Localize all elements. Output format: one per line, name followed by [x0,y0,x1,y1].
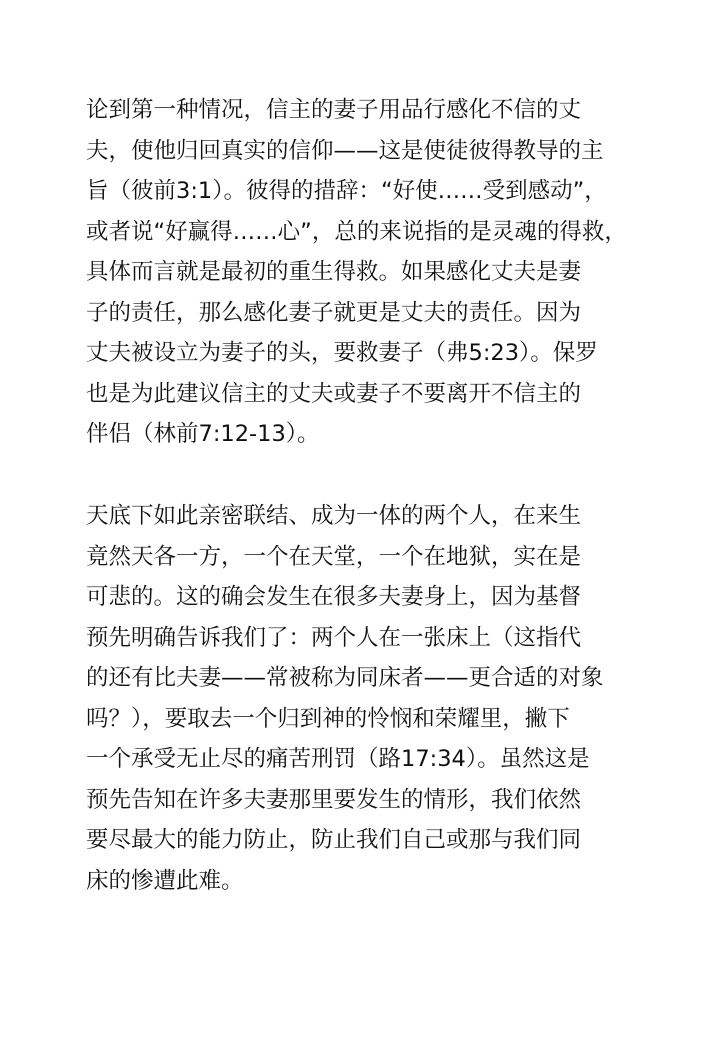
text-line: 吗？），要取去一个归到神的怜悯和荣耀里，撇下 [86,705,570,732]
text-line: 或者说“好赢得……心”，总的来说指的是灵魂的得救， [86,218,627,245]
text-line: 预先告知在许多夫妻那里要发生的情形，我们依然 [86,786,582,813]
text-line: 竟然天各一方，一个在天堂，一个在地狱，实在是 [86,543,582,570]
paragraph-1 [86,90,646,455]
text-line: 伴侣（林前7:12-13）。 [86,421,320,447]
text-line: 也是为此建议信主的丈夫或妻子不要离开不信主的 [86,380,582,407]
paragraph-2 [86,496,646,901]
text-line: 子的责任，那么感化妻子就更是丈夫的责任。因为 [86,299,582,326]
text-line: 论到第一种情况，信主的妻子用品行感化不信的丈 [86,97,582,123]
text-line: 预先明确告诉我们了：两个人在一张床上（这指代 [86,624,582,651]
text-line: 一个承受无止尽的痛苦刑罚（路17:34）。虽然这是 [86,746,590,772]
text-line: 天底下如此亲密联结、成为一体的两个人，在来生 [86,503,582,529]
text-line: 丈夫被设立为妻子的头，要救妻子（弗5:23）。保罗 [86,340,598,366]
text-line: 可悲的。这的确会发生在很多夫妻身上，因为基督 [86,584,582,610]
text-line: 的还有比夫妻——常被称为同床者——更合适的对象 [86,665,604,691]
text-line: 要尽最大的能力防止，防止我们自己或那与我们同 [86,827,582,853]
text-line: 旨（彼前3:1）。彼得的措辞：“好使……受到感动”， [86,178,607,204]
text-line: 具体而言就是最初的重生得救。如果感化丈夫是妻 [86,259,582,285]
text-line: 床的惨遭此难。 [86,867,244,894]
text-line: 夫，使他归回真实的信仰——这是使徒彼得教导的主 [86,137,604,164]
